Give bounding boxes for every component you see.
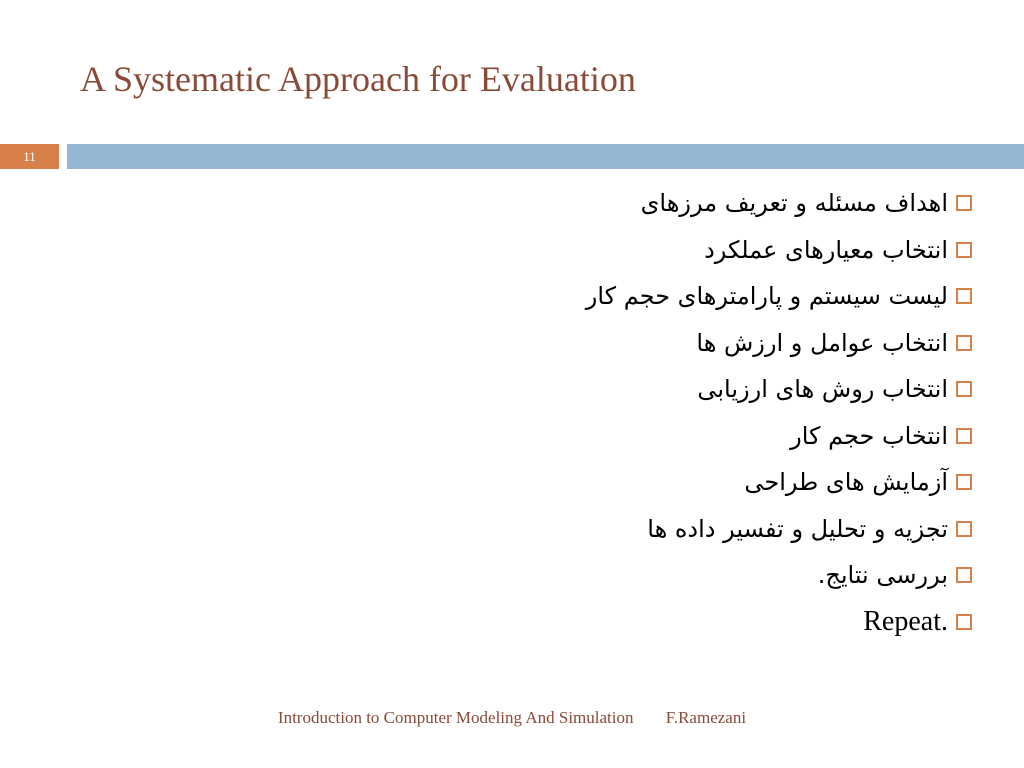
bullet-text: انتخاب روش های ارزیابی: [697, 375, 948, 404]
hollow-square-icon: [956, 428, 972, 444]
hollow-square-icon: [956, 567, 972, 583]
hollow-square-icon: [956, 288, 972, 304]
hollow-square-icon: [956, 335, 972, 351]
bullet-text: بررسی نتایج.: [817, 561, 948, 590]
bullet-text: انتخاب حجم کار: [790, 421, 948, 450]
footer: [0, 708, 1024, 728]
bullet-text: Repeat.: [863, 605, 948, 637]
footer-author: F.Ramezani: [665, 708, 747, 727]
hollow-square-icon: [956, 195, 972, 211]
hollow-square-icon: [956, 381, 972, 397]
slide-title: A Systematic Approach for Evaluation: [80, 59, 636, 99]
list-item: [586, 506, 972, 553]
list-item: [586, 366, 972, 413]
bullet-text: آزمایش های طراحی: [744, 468, 948, 497]
bullet-text: انتخاب معیارهای عملکرد: [704, 235, 948, 264]
hollow-square-icon: [956, 474, 972, 490]
hollow-square-icon: [956, 521, 972, 537]
header-band: [0, 144, 1024, 169]
footer-course: Introduction to Computer Modeling And Simulation: [277, 708, 634, 727]
list-item: [586, 459, 972, 506]
list-item: [586, 320, 972, 367]
hollow-square-icon: [956, 614, 972, 630]
slide-number: 11: [0, 144, 59, 169]
header-bar: [67, 144, 1024, 169]
bullet-text: انتخاب عوامل و ارزش ها: [696, 328, 948, 357]
list-item: [586, 552, 972, 599]
list-item: [586, 180, 972, 227]
list-item: [586, 599, 972, 646]
list-item: [586, 273, 972, 320]
hollow-square-icon: [956, 242, 972, 258]
list-item: [586, 227, 972, 274]
bullet-list: [586, 180, 972, 645]
bullet-text: لیست سیستم و پارامترهای حجم کار: [585, 282, 948, 311]
bullet-text: اهداف مسئله و تعریف مرزهای: [640, 189, 948, 218]
bullet-text: تجزیه و تحلیل و تفسیر داده ها: [647, 514, 948, 543]
list-item: [586, 413, 972, 460]
